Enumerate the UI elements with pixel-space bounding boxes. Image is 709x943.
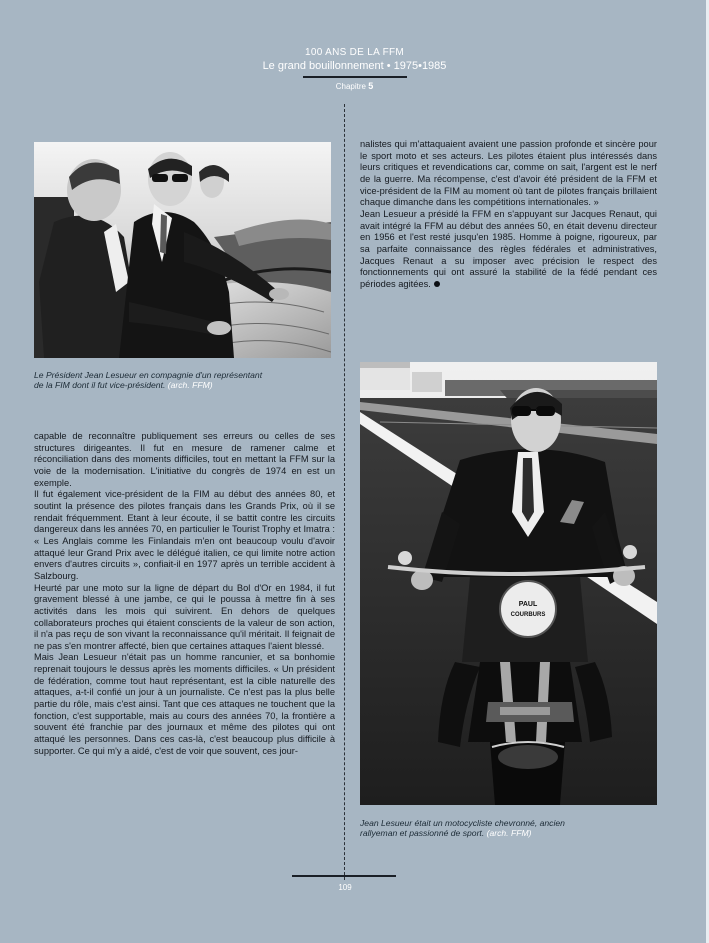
left-paragraph-2: Il fut également vice-président de la FIM au début des années 80, et soutint la présence des pilotes français dans les Grands Prix, où il se rendait fréquemment. Etant à leur écoute, il se battit contre les circuits dangereux dans les années 70, en particulier le Tourist Trophy et Imatra : « Les Anglais comme les Finlandais m'en ont beaucoup voulu d'avoir attaqué leur Grand Prix avec le délégué italien, ce qui limite notre action envers d'autres circuits », confiait-il en 1977 après un terrible accident à Salzbourg. [34,489,335,581]
photo-lesueur-on-motorcycle [360,362,657,805]
left-paragraph-3: Heurté par une moto sur la ligne de départ du Bol d'Or en 1984, il fut gravement blessé à une jambe, ce qui le poussa à mettre fin à ses activités dans les mois qui suivirent. En dehors de quelques collaborateurs proches qui étaient conscients de la valeur de son action, il n'a pas reçu de son vivant la reconnaissance qu'il méritait. Il feignait de ne pas s'en montrer affecté, bien que certaines attaques l'aient blessé. [34,582,335,651]
chapter-label [0,81,709,92]
photo-1-caption-text: Le Président Jean Lesueur en compagnie d'un représentant de la FIM dont il fut vice-président. [34,370,263,390]
footer-rule [292,875,396,877]
right-paragraph-1: nalistes qui m'attaquaient avaient une passion profonde et sincère pour le sport moto et ses acteurs. Les pilotes étaient plus intéressés dans leurs critiques et revendications car, comme on sait, l'argent est le nerf de la guerre. Ma récompense, c'est d'avoir été président de la FFM et vice-président de la FIM au moment où tant de pilotes français brillaient chaque dimanche dans les compétitions internationales. » [360,139,657,208]
header-title: 100 ANS DE LA FFM [304,47,405,58]
header-rule [303,76,407,78]
photo-president-with-fim-representative [34,142,331,358]
end-of-article-bullet-icon [434,281,440,287]
column-divider [344,104,345,880]
page-number: 109 [338,883,352,892]
chapter-number: 5 [368,81,374,91]
left-paragraph-4: Mais Jean Lesueur n'était pas un homme rancunier, et sa bonhomie reprenait toujours le dessus après les moments difficiles. « Un président de fédération, comme tout haut représentant, est la cible naturelle des attaques, a-t-il confié un jour à un journaliste. Ce n'est pas la plus belle partie du rôle, mais c'est ainsi. Tant que ces attaques ne touchent que la fonction, c'est supportable, mais au cours des années 70, la frontière a souvent été franchie par des journaux et même des pilotes qui ont attaqué les personnes. Dans ces cas-là, c'est beaucoup plus difficile à supporter. Ce qui m'y a aidé, c'est de voir que souvent, ces jour- [34,652,335,756]
plate-text-2: COURBURS [510,612,546,618]
running-header [0,47,709,92]
left-paragraph-1: capable de reconnaître publiquement ses erreurs ou celles de ses structures dirigeantes. Il fut en mesure de ramener calme et réconciliation dans des moments difficiles, tout en mettant la FFM sur la voie de la modernisation. L'initiative du congrès de 1974 en est un exemple. [34,431,335,488]
right-paragraph-2: Jean Lesueur a présidé la FFM en s'appuyant sur Jacques Renaut, qui avait intégré la FFM au début des années 50, en était devenu directeur en 1956 et l'est resté jusqu'en 1985. Homme à poigne, rigoureux, par sa parfaite connaissance des règles fédérales et administratives, Jacques Renaut a su imposer avec précision le respect des fonctionnements qui ont assuré la stabilité de la fédé pendant ces périodes agitées. [360,208,657,289]
right-paragraph-2-wrap [360,209,657,291]
left-text-column [34,431,335,757]
photo-2-credit: (arch. FFM) [486,828,532,838]
photo-2-image [360,362,657,805]
photo-2-caption-text: Jean Lesueur était un motocycliste chevronné, ancien rallyeman et passionné de sport. [360,818,565,838]
header-subtitle: Le grand bouillonnement • 1975•1985 [262,60,447,72]
photo-1-caption [34,370,264,390]
chapter-word: Chapitre [335,82,366,91]
right-text-column [360,139,657,291]
plate-text-1: PAUL [518,601,538,608]
photo-1-image [34,142,331,358]
photo-2-caption [360,818,580,838]
photo-1-credit: (arch. FFM) [167,380,213,390]
